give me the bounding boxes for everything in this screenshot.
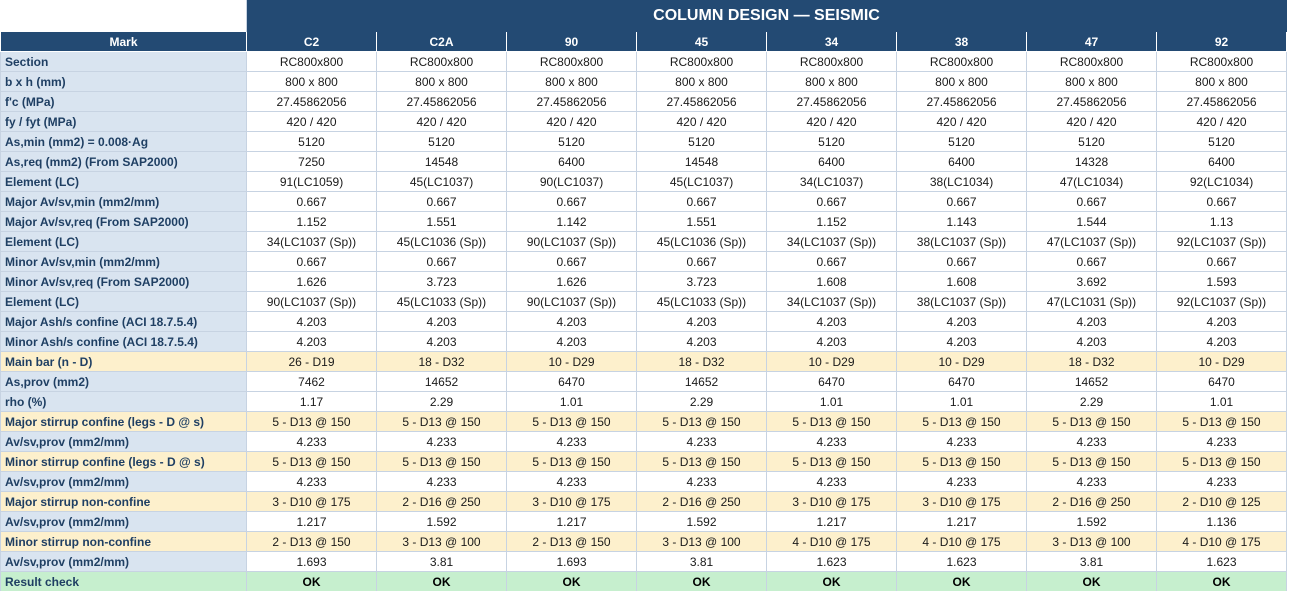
table-cell[interactable]: 0.667 bbox=[897, 192, 1027, 212]
table-cell[interactable]: 4.233 bbox=[1027, 472, 1157, 492]
table-cell[interactable]: 5 - D13 @ 150 bbox=[1027, 452, 1157, 472]
table-cell[interactable]: 34(LC1037 (Sp)) bbox=[767, 292, 897, 312]
table-cell[interactable]: 800 x 800 bbox=[637, 72, 767, 92]
row-label[interactable]: Av/sv,prov (mm2/mm) bbox=[1, 512, 247, 532]
table-cell[interactable]: 5 - D13 @ 150 bbox=[767, 412, 897, 432]
table-cell[interactable]: 92(LC1034) bbox=[1157, 172, 1287, 192]
table-cell[interactable]: 1.136 bbox=[1157, 512, 1287, 532]
table-cell[interactable]: 14328 bbox=[1027, 152, 1157, 172]
table-cell[interactable]: 1.152 bbox=[767, 212, 897, 232]
header-column-38[interactable]: 38 bbox=[897, 32, 1027, 52]
table-cell[interactable]: RC800x800 bbox=[1027, 52, 1157, 72]
table-cell[interactable]: 2.29 bbox=[377, 392, 507, 412]
table-cell[interactable]: 2 - D16 @ 250 bbox=[377, 492, 507, 512]
table-cell[interactable]: OK bbox=[637, 572, 767, 592]
table-cell[interactable]: 92(LC1037 (Sp)) bbox=[1157, 232, 1287, 252]
table-row bbox=[1, 92, 1287, 112]
table-cell[interactable]: 5120 bbox=[1027, 132, 1157, 152]
table-cell[interactable]: 4.203 bbox=[1157, 332, 1287, 352]
table-cell[interactable]: 4.203 bbox=[247, 332, 377, 352]
table-cell[interactable]: 4.203 bbox=[377, 332, 507, 352]
table-cell[interactable]: 1.217 bbox=[767, 512, 897, 532]
table-cell[interactable]: 5 - D13 @ 150 bbox=[247, 412, 377, 432]
table-cell[interactable]: 27.45862056 bbox=[1157, 92, 1287, 112]
table-row bbox=[1, 492, 1287, 512]
table-cell[interactable]: 1.623 bbox=[897, 552, 1027, 572]
table-row bbox=[1, 412, 1287, 432]
table-cell[interactable]: RC800x800 bbox=[767, 52, 897, 72]
table-row bbox=[1, 292, 1287, 312]
row-label[interactable]: b x h (mm) bbox=[1, 72, 247, 92]
table-cell[interactable]: 1.217 bbox=[507, 512, 637, 532]
table-cell[interactable]: 800 x 800 bbox=[377, 72, 507, 92]
table-cell[interactable]: 800 x 800 bbox=[247, 72, 377, 92]
table-cell[interactable]: 38(LC1037 (Sp)) bbox=[897, 232, 1027, 252]
table-cell[interactable]: 1.592 bbox=[637, 512, 767, 532]
header-row bbox=[1, 32, 1287, 52]
table-cell[interactable]: 1.143 bbox=[897, 212, 1027, 232]
table-cell[interactable]: 5 - D13 @ 150 bbox=[1157, 452, 1287, 472]
table-cell[interactable]: RC800x800 bbox=[1157, 52, 1287, 72]
table-cell[interactable]: 45(LC1033 (Sp)) bbox=[637, 292, 767, 312]
table-cell[interactable]: 27.45862056 bbox=[637, 92, 767, 112]
row-label[interactable]: Major Ash/s confine (ACI 18.7.5.4) bbox=[1, 312, 247, 332]
table-cell[interactable]: 10 - D29 bbox=[507, 352, 637, 372]
table-cell[interactable]: 3.81 bbox=[1027, 552, 1157, 572]
table-row bbox=[1, 392, 1287, 412]
table-cell[interactable]: 0.667 bbox=[897, 252, 1027, 272]
table-cell[interactable]: 3 - D10 @ 175 bbox=[767, 492, 897, 512]
table-cell[interactable]: 4.233 bbox=[507, 432, 637, 452]
header-column-45[interactable]: 45 bbox=[637, 32, 767, 52]
table-row bbox=[1, 132, 1287, 152]
table-cell[interactable]: 27.45862056 bbox=[377, 92, 507, 112]
table-cell[interactable]: 3.723 bbox=[637, 272, 767, 292]
table-cell[interactable]: 5 - D13 @ 150 bbox=[767, 452, 897, 472]
table-cell[interactable]: 420 / 420 bbox=[507, 112, 637, 132]
title-blank-cell[interactable] bbox=[1, 1, 247, 32]
table-cell[interactable]: 4.233 bbox=[1157, 472, 1287, 492]
table-cell[interactable]: 1.593 bbox=[1157, 272, 1287, 292]
table-cell[interactable]: 3 - D10 @ 175 bbox=[897, 492, 1027, 512]
table-cell[interactable]: 4.203 bbox=[897, 332, 1027, 352]
header-column-c2a[interactable]: C2A bbox=[377, 32, 507, 52]
table-cell[interactable]: 2 - D13 @ 150 bbox=[247, 532, 377, 552]
table-cell[interactable]: OK bbox=[1027, 572, 1157, 592]
table-cell[interactable]: 0.667 bbox=[377, 192, 507, 212]
table-cell[interactable]: 5120 bbox=[377, 132, 507, 152]
table-cell[interactable]: 4.233 bbox=[247, 472, 377, 492]
row-label[interactable]: Minor stirrup non-confine bbox=[1, 532, 247, 552]
table-cell[interactable]: RC800x800 bbox=[637, 52, 767, 72]
table-cell[interactable]: 4.233 bbox=[1157, 432, 1287, 452]
table-cell[interactable]: OK bbox=[247, 572, 377, 592]
table-cell[interactable]: 1.626 bbox=[247, 272, 377, 292]
table-cell[interactable]: 0.667 bbox=[637, 192, 767, 212]
table-row bbox=[1, 452, 1287, 472]
table-cell[interactable]: 420 / 420 bbox=[767, 112, 897, 132]
table-cell[interactable]: 4 - D10 @ 175 bbox=[767, 532, 897, 552]
row-label[interactable]: Result check bbox=[1, 572, 247, 592]
table-cell[interactable]: 6400 bbox=[507, 152, 637, 172]
table-cell[interactable]: 0.667 bbox=[637, 252, 767, 272]
table-cell[interactable]: 91(LC1059) bbox=[247, 172, 377, 192]
table-cell[interactable]: 0.667 bbox=[1027, 192, 1157, 212]
table-cell[interactable]: 3.692 bbox=[1027, 272, 1157, 292]
table-cell[interactable]: 1.693 bbox=[247, 552, 377, 572]
table-cell[interactable]: 800 x 800 bbox=[767, 72, 897, 92]
table-cell[interactable]: 6470 bbox=[1157, 372, 1287, 392]
table-cell[interactable]: 5 - D13 @ 150 bbox=[377, 452, 507, 472]
table-cell[interactable]: 18 - D32 bbox=[377, 352, 507, 372]
table-cell[interactable]: 800 x 800 bbox=[1027, 72, 1157, 92]
table-cell[interactable]: 5 - D13 @ 150 bbox=[637, 452, 767, 472]
row-label[interactable]: As,req (mm2) (From SAP2000) bbox=[1, 152, 247, 172]
row-label[interactable]: Minor stirrup confine (legs - D @ s) bbox=[1, 452, 247, 472]
table-cell[interactable]: 47(LC1031 (Sp)) bbox=[1027, 292, 1157, 312]
table-cell[interactable]: RC800x800 bbox=[507, 52, 637, 72]
table-cell[interactable]: 800 x 800 bbox=[897, 72, 1027, 92]
table-cell[interactable]: 0.667 bbox=[767, 252, 897, 272]
table-cell[interactable]: 4.233 bbox=[637, 472, 767, 492]
table-row bbox=[1, 72, 1287, 92]
row-label[interactable]: Section bbox=[1, 52, 247, 72]
table-row bbox=[1, 272, 1287, 292]
table-cell[interactable]: 1.13 bbox=[1157, 212, 1287, 232]
table-cell[interactable]: 3 - D13 @ 100 bbox=[1027, 532, 1157, 552]
sheet-bottom-edge bbox=[0, 591, 1289, 595]
table-cell[interactable]: 2.29 bbox=[637, 392, 767, 412]
table-cell[interactable]: 1.01 bbox=[1157, 392, 1287, 412]
header-column-90[interactable]: 90 bbox=[507, 32, 637, 52]
table-cell[interactable]: 4 - D10 @ 175 bbox=[897, 532, 1027, 552]
table-cell[interactable]: 1.626 bbox=[507, 272, 637, 292]
table-cell[interactable]: 27.45862056 bbox=[507, 92, 637, 112]
table-cell[interactable]: 45(LC1037) bbox=[377, 172, 507, 192]
table-row bbox=[1, 352, 1287, 372]
table-row bbox=[1, 172, 1287, 192]
table-cell[interactable]: 420 / 420 bbox=[1027, 112, 1157, 132]
table-cell[interactable]: 2 - D16 @ 250 bbox=[1027, 492, 1157, 512]
row-label[interactable]: Element (LC) bbox=[1, 172, 247, 192]
table-cell[interactable]: 7250 bbox=[247, 152, 377, 172]
table-cell[interactable]: 1.01 bbox=[767, 392, 897, 412]
table-cell[interactable]: 3.81 bbox=[377, 552, 507, 572]
table-cell[interactable]: 5120 bbox=[637, 132, 767, 152]
table-cell[interactable]: 4.203 bbox=[897, 312, 1027, 332]
table-cell[interactable]: 5 - D13 @ 150 bbox=[507, 412, 637, 432]
row-label[interactable]: rho (%) bbox=[1, 392, 247, 412]
table-cell[interactable]: 45(LC1037) bbox=[637, 172, 767, 192]
table-cell[interactable]: 6470 bbox=[507, 372, 637, 392]
table-cell[interactable]: 4.233 bbox=[507, 472, 637, 492]
row-label[interactable]: Major Av/sv,min (mm2/mm) bbox=[1, 192, 247, 212]
table-cell[interactable]: 6400 bbox=[897, 152, 1027, 172]
table-cell[interactable]: 34(LC1037) bbox=[767, 172, 897, 192]
table-cell[interactable]: 10 - D29 bbox=[897, 352, 1027, 372]
table-cell[interactable]: 4.203 bbox=[637, 332, 767, 352]
table-cell[interactable]: 1.623 bbox=[1157, 552, 1287, 572]
row-label[interactable]: Major stirrup confine (legs - D @ s) bbox=[1, 412, 247, 432]
table-cell[interactable]: 1.217 bbox=[897, 512, 1027, 532]
table-cell[interactable]: 10 - D29 bbox=[1157, 352, 1287, 372]
table-cell[interactable]: 420 / 420 bbox=[247, 112, 377, 132]
table-row bbox=[1, 572, 1287, 592]
table-cell[interactable]: OK bbox=[377, 572, 507, 592]
row-label[interactable]: f'c (MPa) bbox=[1, 92, 247, 112]
table-cell[interactable]: 38(LC1034) bbox=[897, 172, 1027, 192]
table-cell[interactable]: 14652 bbox=[1027, 372, 1157, 392]
table-cell[interactable]: 4.233 bbox=[637, 432, 767, 452]
table-row bbox=[1, 432, 1287, 452]
table-cell[interactable]: 420 / 420 bbox=[637, 112, 767, 132]
table-cell[interactable]: 4.233 bbox=[897, 472, 1027, 492]
table-cell[interactable]: 5 - D13 @ 150 bbox=[897, 452, 1027, 472]
table-cell[interactable]: 420 / 420 bbox=[897, 112, 1027, 132]
table-cell[interactable]: 45(LC1036 (Sp)) bbox=[377, 232, 507, 252]
table-cell[interactable]: 38(LC1037 (Sp)) bbox=[897, 292, 1027, 312]
table-cell[interactable]: 4.233 bbox=[767, 472, 897, 492]
table-cell[interactable]: OK bbox=[507, 572, 637, 592]
table-cell[interactable]: 34(LC1037 (Sp)) bbox=[767, 232, 897, 252]
table-cell[interactable]: 45(LC1033 (Sp)) bbox=[377, 292, 507, 312]
table-cell[interactable]: 4.203 bbox=[1157, 312, 1287, 332]
table-cell[interactable]: 10 - D29 bbox=[767, 352, 897, 372]
table-cell[interactable]: 4.203 bbox=[507, 312, 637, 332]
row-label[interactable]: Element (LC) bbox=[1, 292, 247, 312]
table-cell[interactable]: 5120 bbox=[1157, 132, 1287, 152]
table-row bbox=[1, 192, 1287, 212]
table-cell[interactable]: 0.667 bbox=[1157, 192, 1287, 212]
table-cell[interactable]: OK bbox=[897, 572, 1027, 592]
row-label[interactable]: As,prov (mm2) bbox=[1, 372, 247, 392]
row-label[interactable]: Major Av/sv,req (From SAP2000) bbox=[1, 212, 247, 232]
table-cell[interactable]: 5120 bbox=[507, 132, 637, 152]
table-cell[interactable]: 90(LC1037) bbox=[507, 172, 637, 192]
table-row bbox=[1, 212, 1287, 232]
table-cell[interactable]: 5 - D13 @ 150 bbox=[897, 412, 1027, 432]
table-cell[interactable]: 27.45862056 bbox=[897, 92, 1027, 112]
table-row bbox=[1, 512, 1287, 532]
table-cell[interactable]: 5 - D13 @ 150 bbox=[507, 452, 637, 472]
row-label[interactable]: Element (LC) bbox=[1, 232, 247, 252]
table-cell[interactable]: 5 - D13 @ 150 bbox=[1027, 412, 1157, 432]
table-cell[interactable]: 4.203 bbox=[247, 312, 377, 332]
table-cell[interactable]: 27.45862056 bbox=[767, 92, 897, 112]
table-cell[interactable]: 14548 bbox=[377, 152, 507, 172]
table-cell[interactable]: 4.233 bbox=[1027, 432, 1157, 452]
row-label[interactable]: Av/sv,prov (mm2/mm) bbox=[1, 432, 247, 452]
table-cell[interactable]: 45(LC1036 (Sp)) bbox=[637, 232, 767, 252]
row-label[interactable]: As,min (mm2) = 0.008·Ag bbox=[1, 132, 247, 152]
table-cell[interactable]: 1.551 bbox=[637, 212, 767, 232]
table-cell[interactable]: 4.203 bbox=[507, 332, 637, 352]
header-column-34[interactable]: 34 bbox=[767, 32, 897, 52]
table-cell[interactable]: 90(LC1037 (Sp)) bbox=[507, 232, 637, 252]
table-cell[interactable]: 14548 bbox=[637, 152, 767, 172]
table-cell[interactable]: 5 - D13 @ 150 bbox=[637, 412, 767, 432]
table-cell[interactable]: 1.623 bbox=[767, 552, 897, 572]
table-cell[interactable]: 2 - D16 @ 250 bbox=[637, 492, 767, 512]
table-cell[interactable]: 5120 bbox=[247, 132, 377, 152]
table-cell[interactable]: 0.667 bbox=[247, 192, 377, 212]
table-row bbox=[1, 532, 1287, 552]
table-cell[interactable]: 4 - D10 @ 175 bbox=[1157, 532, 1287, 552]
table-cell[interactable]: 4.233 bbox=[377, 432, 507, 452]
table-row bbox=[1, 472, 1287, 492]
table-row bbox=[1, 312, 1287, 332]
table-cell[interactable]: 2 - D13 @ 150 bbox=[507, 532, 637, 552]
table-cell[interactable]: 2 - D10 @ 125 bbox=[1157, 492, 1287, 512]
table-cell[interactable]: 6400 bbox=[767, 152, 897, 172]
table-cell[interactable]: 0.667 bbox=[507, 192, 637, 212]
table-cell[interactable]: 0.667 bbox=[1157, 252, 1287, 272]
table-cell[interactable]: 4.203 bbox=[767, 312, 897, 332]
table-cell[interactable]: 14652 bbox=[377, 372, 507, 392]
table-cell[interactable]: 6400 bbox=[1157, 152, 1287, 172]
table-cell[interactable]: 420 / 420 bbox=[377, 112, 507, 132]
table-cell[interactable]: 18 - D32 bbox=[1027, 352, 1157, 372]
table-cell[interactable]: 0.667 bbox=[247, 252, 377, 272]
table-row bbox=[1, 332, 1287, 352]
row-label[interactable]: Av/sv,prov (mm2/mm) bbox=[1, 472, 247, 492]
table-row bbox=[1, 52, 1287, 72]
table-cell[interactable]: 800 x 800 bbox=[507, 72, 637, 92]
table-cell[interactable]: 26 - D19 bbox=[247, 352, 377, 372]
table-cell[interactable]: OK bbox=[767, 572, 897, 592]
table-cell[interactable]: 4.203 bbox=[1027, 312, 1157, 332]
row-label[interactable]: Main bar (n - D) bbox=[1, 352, 247, 372]
row-label[interactable]: Minor Ash/s confine (ACI 18.7.5.4) bbox=[1, 332, 247, 352]
table-cell[interactable]: 3 - D13 @ 100 bbox=[637, 532, 767, 552]
table-cell[interactable]: 4.233 bbox=[897, 432, 1027, 452]
table-cell[interactable]: 5120 bbox=[767, 132, 897, 152]
table-cell[interactable]: 6470 bbox=[767, 372, 897, 392]
table-row bbox=[1, 152, 1287, 172]
table-title[interactable]: COLUMN DESIGN — SEISMIC bbox=[247, 1, 1287, 32]
table-cell[interactable]: 3 - D10 @ 175 bbox=[507, 492, 637, 512]
table-row bbox=[1, 372, 1287, 392]
table-row bbox=[1, 552, 1287, 572]
table-cell[interactable]: 6470 bbox=[897, 372, 1027, 392]
table-row bbox=[1, 232, 1287, 252]
table-cell[interactable]: 4.233 bbox=[377, 472, 507, 492]
table-cell[interactable]: 0.667 bbox=[767, 192, 897, 212]
table-cell[interactable]: OK bbox=[1157, 572, 1287, 592]
table-cell[interactable]: RC800x800 bbox=[377, 52, 507, 72]
table-cell[interactable]: 1.693 bbox=[507, 552, 637, 572]
table-cell[interactable]: 1.592 bbox=[1027, 512, 1157, 532]
table-row bbox=[1, 252, 1287, 272]
table-cell[interactable]: 4.203 bbox=[377, 312, 507, 332]
table-cell[interactable]: 18 - D32 bbox=[637, 352, 767, 372]
table-cell[interactable]: 47(LC1034) bbox=[1027, 172, 1157, 192]
row-label[interactable]: fy / fyt (MPa) bbox=[1, 112, 247, 132]
header-column-47[interactable]: 47 bbox=[1027, 32, 1157, 52]
table-cell[interactable]: 1.608 bbox=[897, 272, 1027, 292]
table-cell[interactable]: 92(LC1037 (Sp)) bbox=[1157, 292, 1287, 312]
table-cell[interactable]: RC800x800 bbox=[897, 52, 1027, 72]
table-cell[interactable]: 1.142 bbox=[507, 212, 637, 232]
table-cell[interactable]: 90(LC1037 (Sp)) bbox=[507, 292, 637, 312]
table-cell[interactable]: 1.01 bbox=[507, 392, 637, 412]
table-cell[interactable]: 47(LC1037 (Sp)) bbox=[1027, 232, 1157, 252]
table-cell[interactable]: 800 x 800 bbox=[1157, 72, 1287, 92]
table-cell[interactable]: 3.81 bbox=[637, 552, 767, 572]
row-label[interactable]: Av/sv,prov (mm2/mm) bbox=[1, 552, 247, 572]
table-cell[interactable]: 5 - D13 @ 150 bbox=[377, 412, 507, 432]
table-cell[interactable]: 3 - D13 @ 100 bbox=[377, 532, 507, 552]
title-row bbox=[1, 1, 1287, 32]
table-cell[interactable]: 0.667 bbox=[377, 252, 507, 272]
table-cell[interactable]: 1.152 bbox=[247, 212, 377, 232]
table-cell[interactable]: 2.29 bbox=[1027, 392, 1157, 412]
table-cell[interactable]: 1.01 bbox=[897, 392, 1027, 412]
header-mark-label[interactable]: Mark bbox=[1, 32, 247, 52]
table-cell[interactable]: 4.233 bbox=[767, 432, 897, 452]
table-cell[interactable]: 1.17 bbox=[247, 392, 377, 412]
table-cell[interactable]: 1.592 bbox=[377, 512, 507, 532]
row-label[interactable]: Major stirrup non-confine bbox=[1, 492, 247, 512]
table-cell[interactable]: 34(LC1037 (Sp)) bbox=[247, 232, 377, 252]
table-cell[interactable]: 1.608 bbox=[767, 272, 897, 292]
table-cell[interactable]: 14652 bbox=[637, 372, 767, 392]
table-cell[interactable]: 5 - D13 @ 150 bbox=[247, 452, 377, 472]
table-cell[interactable]: 4.203 bbox=[767, 332, 897, 352]
table-cell[interactable]: 5120 bbox=[897, 132, 1027, 152]
table-cell[interactable]: 4.203 bbox=[637, 312, 767, 332]
header-column-c2[interactable]: C2 bbox=[247, 32, 377, 52]
row-label[interactable]: Minor Av/sv,req (From SAP2000) bbox=[1, 272, 247, 292]
table-cell[interactable]: 1.217 bbox=[247, 512, 377, 532]
table-cell[interactable]: 4.233 bbox=[247, 432, 377, 452]
table-cell[interactable]: RC800x800 bbox=[247, 52, 377, 72]
table-cell[interactable]: 27.45862056 bbox=[1027, 92, 1157, 112]
table-row bbox=[1, 112, 1287, 132]
table-cell[interactable]: 0.667 bbox=[507, 252, 637, 272]
table-cell[interactable]: 3 - D10 @ 175 bbox=[247, 492, 377, 512]
table-cell[interactable]: 90(LC1037 (Sp)) bbox=[247, 292, 377, 312]
table-cell[interactable]: 1.544 bbox=[1027, 212, 1157, 232]
table-cell[interactable]: 1.551 bbox=[377, 212, 507, 232]
table-cell[interactable]: 4.203 bbox=[1027, 332, 1157, 352]
row-label[interactable]: Minor Av/sv,min (mm2/mm) bbox=[1, 252, 247, 272]
table-cell[interactable]: 5 - D13 @ 150 bbox=[1157, 412, 1287, 432]
header-column-92[interactable]: 92 bbox=[1157, 32, 1287, 52]
table-cell[interactable]: 420 / 420 bbox=[1157, 112, 1287, 132]
table-cell[interactable]: 7462 bbox=[247, 372, 377, 392]
table-cell[interactable]: 0.667 bbox=[1027, 252, 1157, 272]
table-cell[interactable]: 27.45862056 bbox=[247, 92, 377, 112]
table-cell[interactable]: 3.723 bbox=[377, 272, 507, 292]
